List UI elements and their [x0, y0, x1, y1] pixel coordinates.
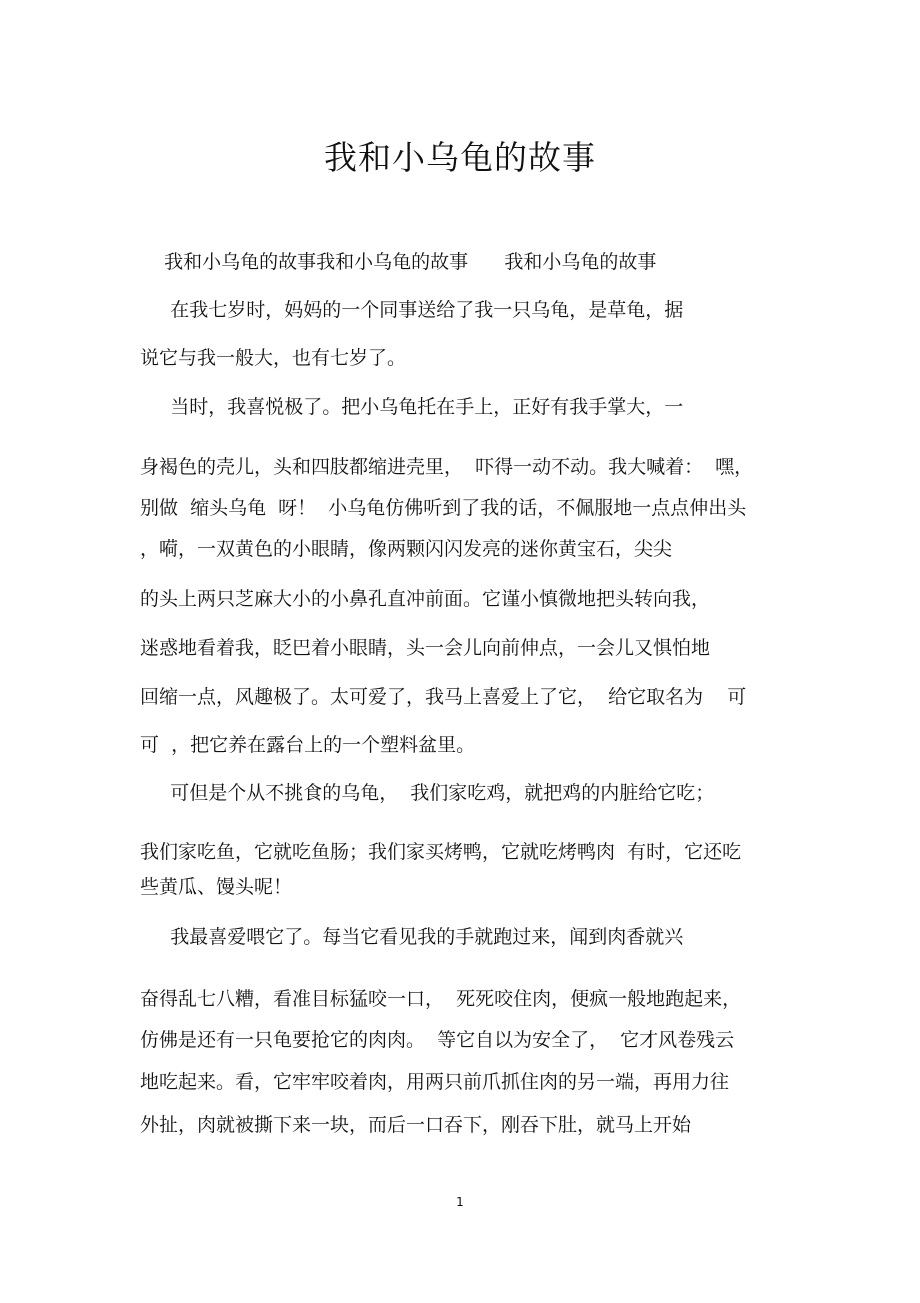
text-line: 迷惑地看着我，眨巴着小眼睛，头一会儿向前伸点，一会儿又惧怕地 [140, 637, 711, 659]
text-line: 别做 缩头乌龟 呀！ 小乌龟仿佛听到了我的话，不佩服地一点点伸出头 [140, 497, 747, 519]
text-line: 仿佛是还有一只龟要抢它的肉肉。 等它自以为安全了， 它才风卷残云 [140, 1029, 735, 1051]
text-line: 说它与我一般大，也有七岁了。 [140, 347, 407, 369]
text-line: 回缩一点，风趣极了。太可爱了，我马上喜爱上了它， 给它取名为 可 [140, 686, 747, 708]
text-line: 奋得乱七八糟，看准目标猛咬一口， 死死咬住肉，便疯一般地跑起来， [140, 988, 742, 1010]
text-line: 地吃起来。看，它牢牢咬着肉，用两只前爪抓住肉的另一端，再用力往 [140, 1071, 730, 1093]
text-line: 外扯，肉就被撕下来一块，而后一口吞下，刚吞下肚，就马上开始 [140, 1114, 692, 1136]
page-number: 1 [456, 1195, 464, 1209]
text-line: 我最喜爱喂它了。每当它看见我的手就跑过来，闻到肉香就兴 [140, 926, 684, 948]
text-line: 可 ，把它养在露台上的一个塑料盆里。 [140, 734, 476, 756]
text-line: 些黄瓜、馒头呢！ [140, 876, 293, 898]
text-line: 身褐色的壳儿，头和四肢都缩进壳里， 吓得一动不动。我大喊着： 嘿， [140, 456, 754, 478]
text-line: 我们家吃鱼，它就吃鱼肠；我们家买烤鸭，它就吃烤鸭肉 有时，它还吃 [140, 841, 742, 863]
document-title: 我和小乌龟的故事 [324, 138, 596, 177]
text-line: ，嗬，一双黄色的小眼睛，像两颗闪闪发亮的迷你黄宝石，尖尖 [140, 538, 673, 560]
text-line: 的头上两只芝麻大小的小鼻孔直冲前面。它谨小慎微地把头转向我， [140, 588, 711, 610]
text-line: 在我七岁时，妈妈的一个同事送给了我一只乌龟，是草龟，据 [140, 299, 684, 321]
text-line: 可但是个从不挑食的乌龟， 我们家吃鸡，就把鸡的内脏给它吃； [140, 782, 715, 804]
text-line: 我和小乌龟的故事我和小乌龟的故事 我和小乌龟的故事 [140, 251, 657, 273]
text-line: 当时，我喜悦极了。把小乌龟托在手上，正好有我手掌大，一 [140, 396, 684, 418]
